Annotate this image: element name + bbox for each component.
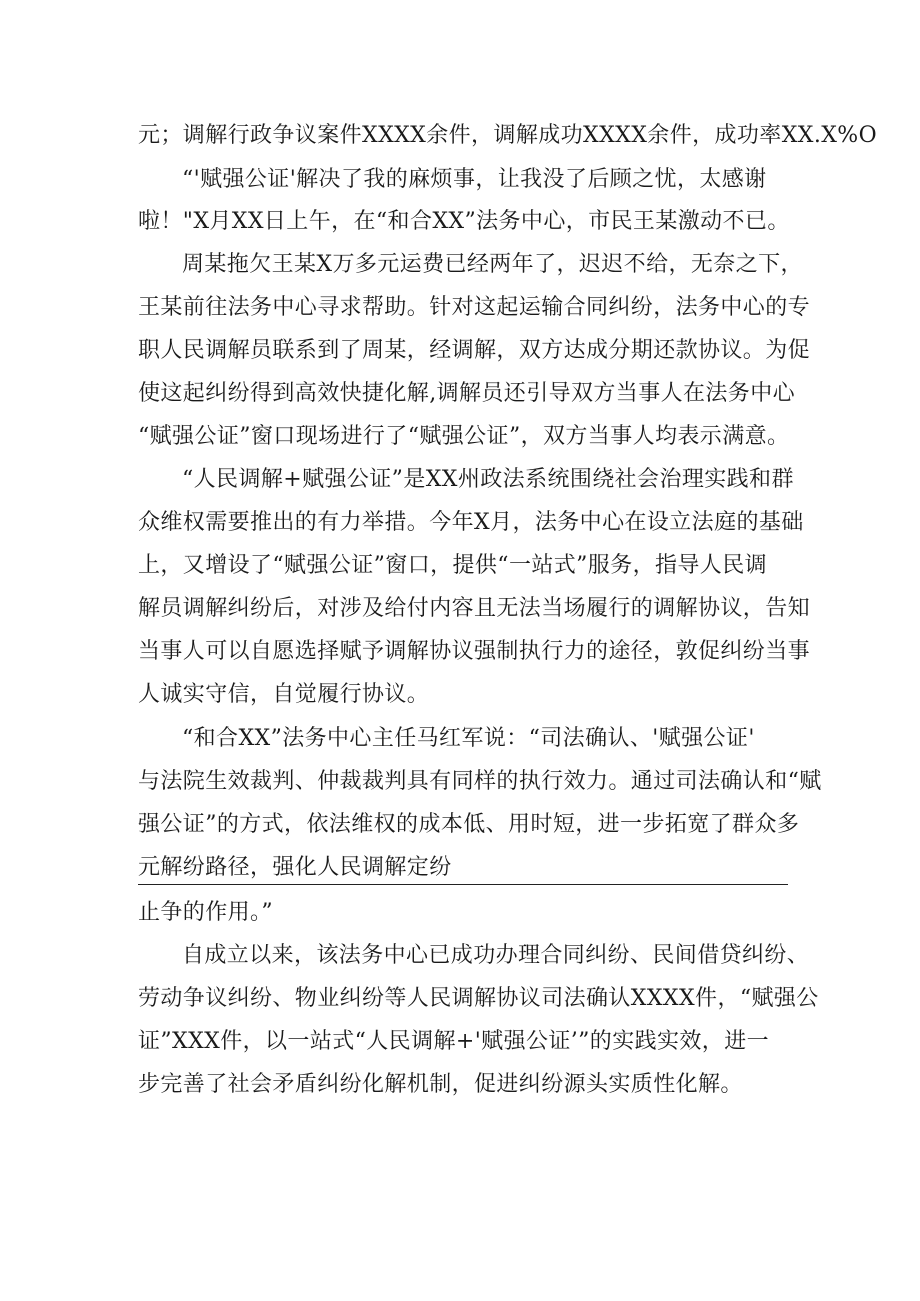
text-line: 自成立以来，该法务中心已成功办理合同纠纷、民间借贷纠纷、 <box>182 943 810 968</box>
text-line: 王某前往法务中心寻求帮助。针对这起运输合同纠纷，法务中心的专 <box>138 295 811 320</box>
text-line: 止争的作用。” <box>138 900 274 925</box>
text-line: 证”XXX件，以一站式“人民调解+'赋强公证’”的实践实效，进一 <box>138 1029 770 1054</box>
text-line: 元解纷路径，强化人民调解定纷 <box>138 855 452 880</box>
page-divider <box>138 884 788 885</box>
text-line: 人诚实守信，自觉履行协议。 <box>138 682 430 707</box>
text-line: 啦！"X月XX日上午，在“和合XX”法务中心，市民王某激动不已。 <box>138 209 790 234</box>
text-line: 众维权需要推出的有力举措。今年X月，法务中心在设立法庭的基础 <box>138 510 804 535</box>
text-line: “赋强公证”窗口现场进行了“赋强公证”，双方当事人均表示满意。 <box>138 424 790 449</box>
text-line: “人民调解+赋强公证”是XX州政法系统围绕社会治理实践和群 <box>182 467 794 492</box>
text-line: 强公证”的方式，依法维权的成本低、用时短，进一步拓宽了群众多 <box>138 812 800 837</box>
text-line: 元；调解行政争议案件XXXX余件，调解成功XXXX余件，成功率XX.X%O <box>138 123 878 148</box>
text-line: 周某拖欠王某X万多元运费已经两年了，迟迟不给，无奈之下， <box>182 252 803 277</box>
text-line: “和合XX”法务中心主任马红军说：“司法确认、'赋强公证' <box>182 726 755 751</box>
text-line: 劳动争议纠纷、物业纠纷等人民调解协议司法确认XXXX件，“赋强公 <box>138 986 819 1011</box>
text-line: 步完善了社会矛盾纠纷化解机制，促进纠纷源头实质性化解。 <box>138 1072 743 1097</box>
text-line: 上，又增设了“赋强公证”窗口，提供“一站式”服务，指导人民调 <box>138 553 767 578</box>
text-line: 与法院生效裁判、仲裁裁判具有同样的执行效力。通过司法确认和“赋 <box>138 769 822 794</box>
text-line: 解员调解纠纷后，对涉及给付内容且无法当场履行的调解协议，告知 <box>138 596 811 621</box>
text-line: 使这起纠纷得到高效快捷化解,调解员还引导双方当事人在法务中心 <box>138 381 795 406</box>
text-line: 当事人可以自愿选择赋予调解协议强制执行力的途径，敦促纠纷当事 <box>138 639 811 664</box>
text-line: “'赋强公证'解决了我的麻烦事，让我没了后顾之忧，太感谢 <box>182 167 767 192</box>
text-line: 职人民调解员联系到了周某，经调解，双方达成分期还款协议。为促 <box>138 338 811 363</box>
